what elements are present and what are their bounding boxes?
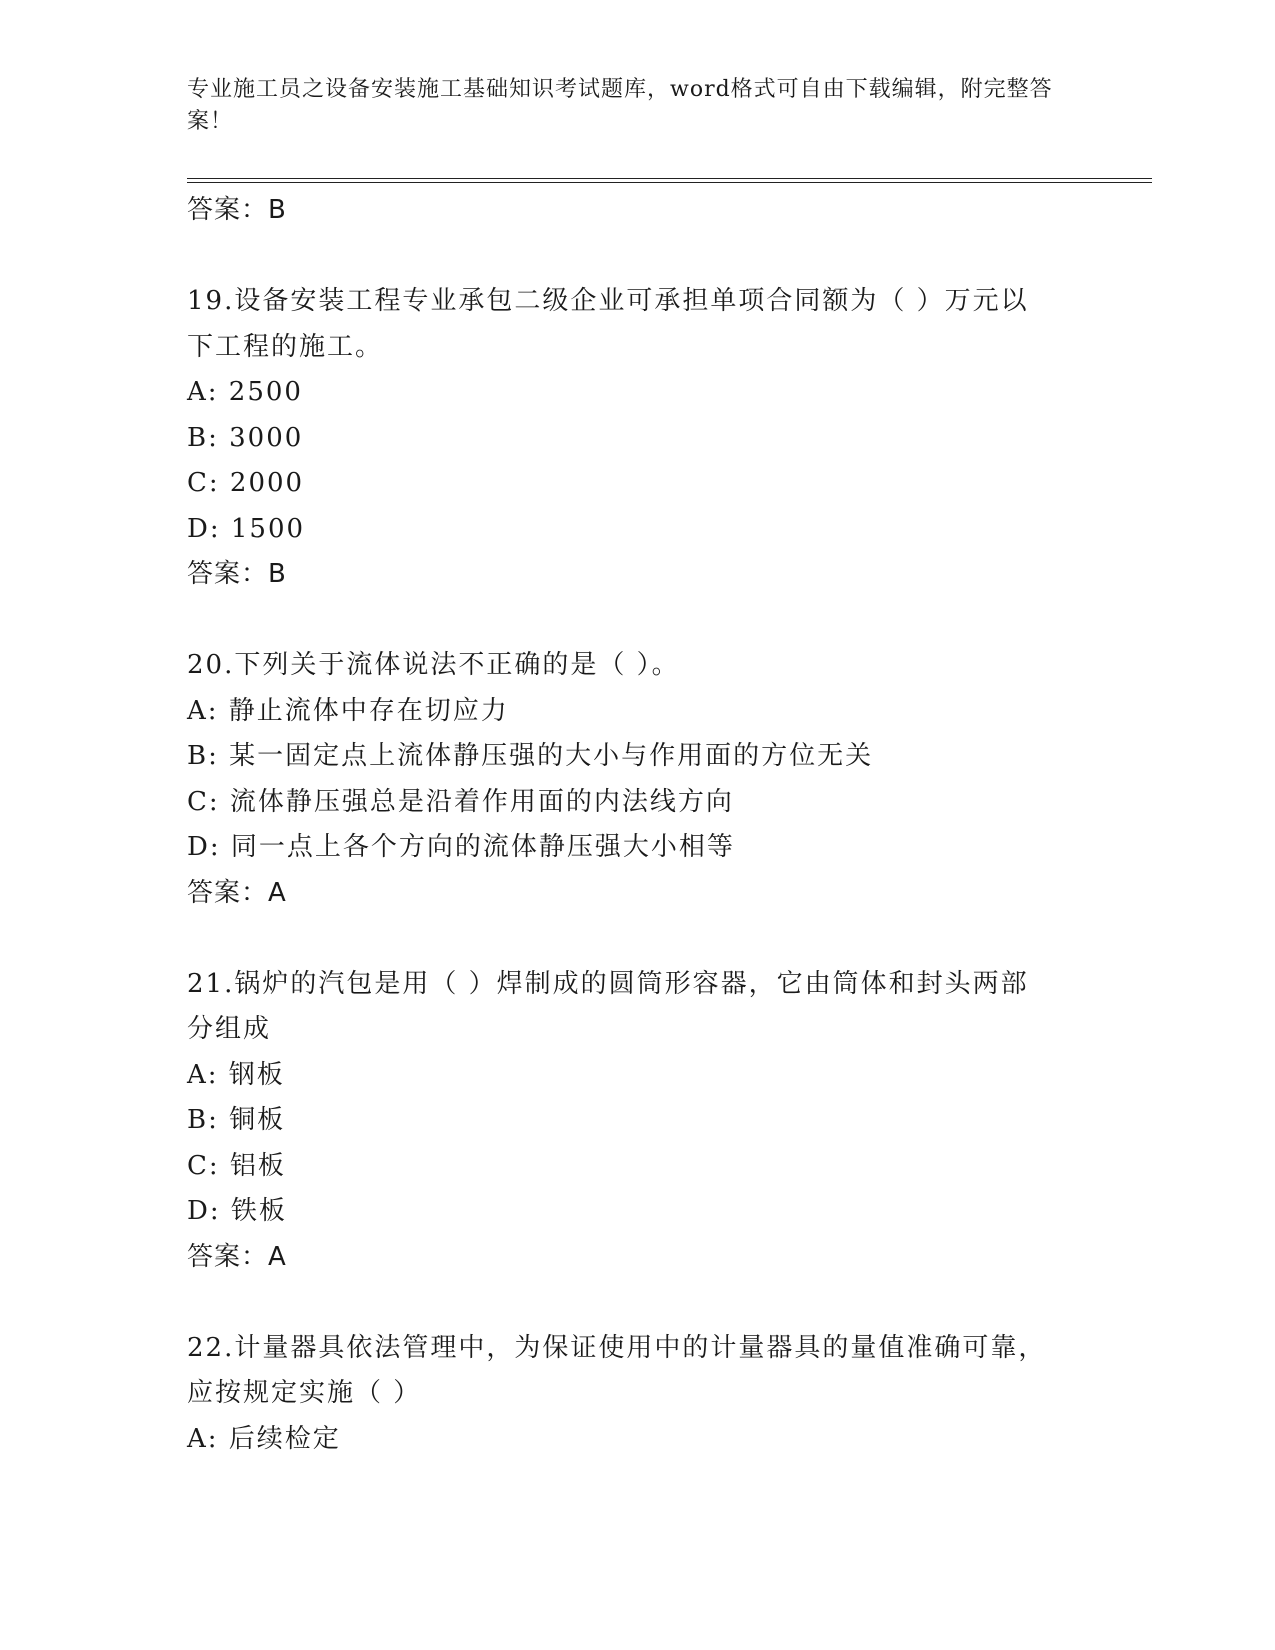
answer-line: 答案：B <box>187 195 287 225</box>
answer-line: 答案：B <box>187 559 287 589</box>
question-stem-cont: 分组成 <box>187 1014 272 1044</box>
option-a: A: 钢板 <box>187 1059 285 1090</box>
option-a: A: 静止流体中存在切应力 <box>187 695 509 726</box>
header-divider-bottom <box>187 182 1152 183</box>
document-header <box>187 74 1067 138</box>
question-stem: 19.设备安装工程专业承包二级企业可承担单项合同额为（ ）万元以 <box>187 286 1029 316</box>
option-b: B: 某一固定点上流体静压强的大小与作用面的方位无关 <box>187 741 874 771</box>
option-d: D: 铁板 <box>187 1196 287 1226</box>
header-divider-top <box>187 178 1152 179</box>
question-stem: 21.锅炉的汽包是用（ ）焊制成的圆筒形容器，它由筒体和封头两部 <box>187 968 1029 999</box>
option-a: A: 2500 <box>187 377 303 407</box>
option-b: B: 铜板 <box>187 1105 286 1135</box>
question-stem: 22.计量器具依法管理中，为保证使用中的计量器具的量值准确可靠， <box>187 1332 1047 1363</box>
option-c: C: 流体静压强总是沿着作用面的内法线方向 <box>187 786 734 817</box>
question-stem-cont: 应按规定实施（ ） <box>187 1378 422 1408</box>
option-c: C: 2000 <box>187 468 305 498</box>
option-d: D: 同一点上各个方向的流体静压强大小相等 <box>187 832 735 862</box>
question-22 <box>187 1326 1067 1463</box>
option-b: B: 3000 <box>187 422 304 453</box>
answer-line: 答案：A <box>187 1241 287 1272</box>
question-21 <box>187 962 1067 1281</box>
question-list <box>187 188 1067 1462</box>
option-c: C: 铝板 <box>187 1150 286 1181</box>
option-a: A: 后续检定 <box>187 1423 341 1454</box>
question-19 <box>187 279 1067 598</box>
header-text: 专业施工员之设备安装施工基础知识考试题库，word格式可自由下载编辑，附完整答案！ <box>187 77 1053 134</box>
option-d: D: 1500 <box>187 513 306 544</box>
answer-line: 答案：A <box>187 877 287 908</box>
question-20 <box>187 643 1067 916</box>
question-stem: 20.下列关于流体说法不正确的是（ ）。 <box>187 650 680 680</box>
question-stem-cont: 下工程的施工。 <box>187 331 384 362</box>
